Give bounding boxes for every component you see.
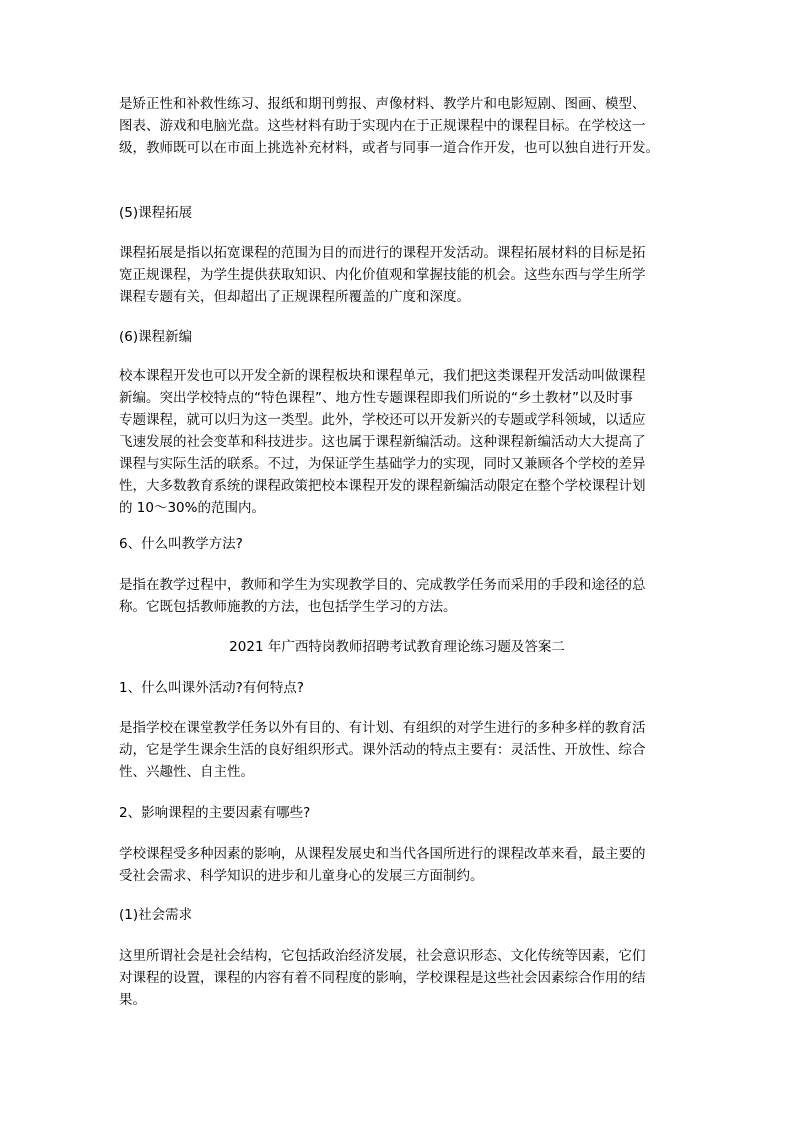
paragraph-supplementary-materials: 是矫正性和补救性练习、报纸和期刊剪报、声像材料、教学片和电影短剧、图画、模型、 图表、游戏和电脑光盘。这些材料有助于实现内在于正规课程中的课程目标。在学校这一 级，教师既可以在市面上挑选补充材料，或者与同事一道合作开发，也可以独自进行开发。 bbox=[119, 96, 659, 156]
paragraph-course-extension: 课程拓展是指以拓宽课程的范围为目的而进行的课程开发活动。课程拓展材料的目标是拓 宽正规课程，为学生提供获取知识、内化价值观和掌握技能的机会。这些东西与学生所学 课程专题有关，但却超出了正规课程所覆盖的广度和深度。 bbox=[119, 245, 646, 305]
section-title: 2021 年广西特岗教师招聘考试教育理论练习题及答案二 bbox=[229, 639, 565, 655]
paragraph-social-demand: 这里所谓社会是社会结构，它包括政治经济发展，社会意识形态、文化传统等因素，它们 对课程的设置，课程的内容有着不同程度的影响，学校课程是这些社会因素综合作用的结 果。 bbox=[119, 948, 646, 1008]
question-curriculum-factors: 2、影响课程的主要因素有哪些? bbox=[119, 805, 311, 821]
heading-course-new-compilation: (6)课程新编 bbox=[119, 329, 193, 345]
heading-social-demand: (1)社会需求 bbox=[119, 907, 193, 923]
answer-teaching-method: 是指在教学过程中，教师和学生为实现教学目的、完成教学任务而采用的手段和途径的总 称。它既包括教师施教的方法，也包括学生学习的方法。 bbox=[119, 577, 646, 615]
answer-curriculum-factors: 学校课程受多种因素的影响，从课程发展史和当代各国所进行的课程改革来看，最主要的 受社会需求、科学知识的进步和儿童身心的发展三方面制约。 bbox=[119, 846, 646, 884]
paragraph-course-new-compilation: 校本课程开发也可以开发全新的课程板块和课程单元，我们把这类课程开发活动叫做课程 新编。突出学校特点的“特色课程”、地方性专题课程即我们所说的“乡土教材”以及时事 专题课程，就可以归为这一类型。此外，学校还可以开发新兴的专题或学科领域，以适应 飞速发展的社会变革和科技进步。这也属于课程新编活动。这种课程新编活动大大提高了 课程与实际生活的联系。不过，为保证学生基础学力的实现，同时又兼顾各个学校的差异 性，大多数教育系统的课程政策把校本课程开发的课程新编活动限定在整个学校课程计划 的 10～30%的范围内。 bbox=[119, 368, 646, 516]
answer-extracurricular: 是指学校在课堂教学任务以外有目的、有计划、有组织的对学生进行的多种多样的教育活 动，它是学生课余生活的良好组织形式。课外活动的特点主要有：灵活性、开放性、综合 性、兴趣性、自主性。 bbox=[119, 720, 646, 780]
heading-course-extension: (5)课程拓展 bbox=[119, 205, 193, 221]
question-teaching-method: 6、什么叫教学方法? bbox=[119, 536, 243, 552]
question-extracurricular: 1、什么叫课外活动?有何特点? bbox=[119, 680, 304, 696]
